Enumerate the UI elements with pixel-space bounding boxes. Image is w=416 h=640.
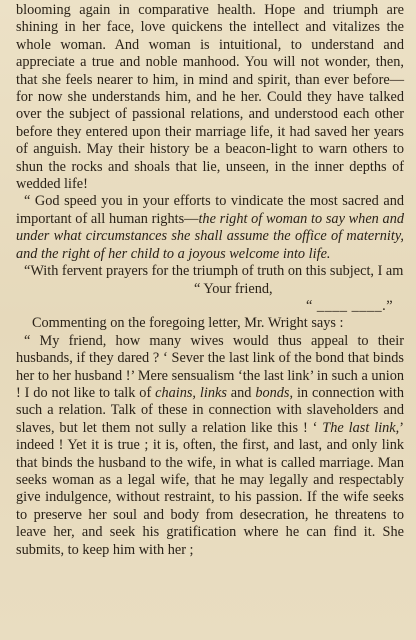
god-speed-text: “ God speed you in your efforts to vindicate the most sacred and important of all human rights— <box>16 193 404 227</box>
paragraph-fervent-prayers: “With fervent prayers for the triumph of truth on this subject, I am <box>24 263 404 280</box>
paragraph-my-friend <box>16 333 404 559</box>
bonds-italic: bonds <box>255 384 290 401</box>
right-of-woman-italic: the right of woman to say when and under what circumstances she shall assume the office of maternity, and the right of her child to a joyous welcome into life. <box>16 210 404 262</box>
paragraph-commenting: Commenting on the foregoing letter, Mr. Wright says : <box>32 315 344 332</box>
my-friend-text-a: “ My friend, how many wives would thus appeal to their husbands, if they dared ? ‘ Sever the last link of the bond that binds her to her husband !’ Mere sensualism ‘the last link’ in such a union ! I do not like to talk of <box>16 332 404 401</box>
letter-closing: “ Your friend, <box>194 280 273 297</box>
paragraph-god-speed <box>16 193 404 263</box>
last-link-italic: The last link, <box>322 419 400 436</box>
letter-signature: “ ____ ____.” <box>306 297 394 314</box>
paragraph-health: blooming again in comparative health. Hope and triumph are shining in her face, love quickens the intellect and vitalizes the whole woman. And woman is intuitional, to understand and appreciate a true and noble manhood. You will not wonder, then, that she feels nearer to him, in mind and spirit, than ever before—for now she understands him, and he her. Could they have talked over the subject of passional relations, and understood each other before they entered upon their marriage life, it had saved her years of anguish. May their history be a beacon-light to warn others to shun the rocks and shoals that lie, unseen, in the inner depths of wedded life! <box>16 2 404 193</box>
chains-links-italic: chains, links <box>155 384 227 401</box>
my-friend-text-c: , in connection with such a relation. Talk of these in connection with slaveholders and slaves, but let them not sully a relation like this ! ‘ <box>16 384 404 436</box>
my-friend-text-d: ’ indeed ! Yet it is true ; it is, often, the first, and last, and only link that binds the husband to the wife, in what is called marriage. Man seeks woman as a legal wife, that he may legally and respectably give indulgence, without restraint, to his passion. If the wife seeks to preserve her soul and body from desecration, he threatens to leave her, and seek his gratification where he can find it. She submits, to keep him with her ; <box>16 419 404 558</box>
my-friend-text-b: and <box>226 384 256 401</box>
